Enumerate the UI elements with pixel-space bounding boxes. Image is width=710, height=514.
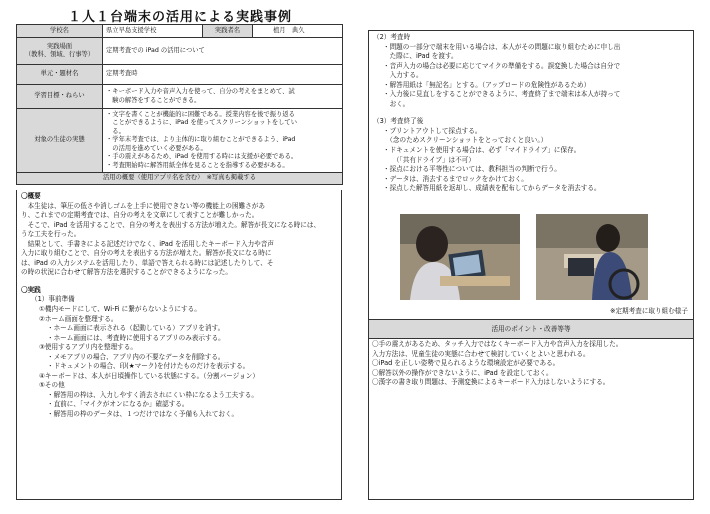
body-line: ・ホーム画面には、考査時に使用するアプリのみ表示する。 — [47, 333, 225, 342]
body-line: ・解答用紙は「無記名」とする。（アップロードの危険性があるため） — [383, 80, 591, 89]
student-line: ・文字を書くことが機能的に困難である。授業内容を後で振り返る — [106, 110, 295, 118]
body-line: ・解答用の枠のデータは、１つだけではなく予備も入れておく。 — [47, 410, 239, 419]
points-box — [368, 320, 694, 500]
body-line: た際に、iPad を渡す。 — [383, 52, 458, 61]
body-line: （1）事前準備 — [31, 295, 75, 304]
points-header: 活用のポイント・改善等等 — [369, 320, 693, 339]
student-line: ・考査開始時に解答用紙全体を見ることを指導する必要がある。 — [106, 161, 289, 169]
photo-caption: ※定期考査に取り組む様子 — [609, 307, 688, 315]
body-line: そこで、iPad を活用することで、自分の考えを表出する方法が増えた。解答が長文になる時には、 — [21, 220, 321, 229]
page-title: １人１台端末の活用による実践事例 — [67, 10, 292, 25]
goal-line: ・キーボード入力や音声入力を使って、自分の考えをまとめて、試 — [106, 88, 295, 95]
body-line: ①機内モードにして、Wi-Fi に繋がらないようにする。 — [39, 305, 201, 314]
body-line: ・メモアプリの場合、アプリ内の不要なデータを削除する。 — [47, 352, 225, 361]
body-line: 入力に取り組むことで、自分の考えを表出する方法が増えた。解答が長文になる時に — [21, 249, 272, 258]
body-line: ・入力後に見直しをすることができるように、考査終了まで端末は本人が持って — [383, 90, 621, 99]
scene-label-sub: （教科、領域、行事等） — [24, 51, 95, 58]
student-line: る。 — [106, 127, 125, 135]
scene-label — [17, 38, 103, 65]
goal-label: 学習目標・ねらい — [17, 85, 103, 109]
body-line: （2）考査時 — [373, 33, 411, 41]
body-line: ・ドキュメントの場合、印(★マーク)を付けたものだけを表示する。 — [47, 362, 250, 371]
school-label: 学校名 — [17, 25, 103, 38]
body-line: おく。 — [383, 99, 410, 108]
student-value — [103, 109, 343, 173]
left-body-box — [16, 190, 342, 500]
student-line: ことができるように、iPad を使ってスクリーンショットをしてい — [106, 119, 298, 127]
body-line: ・プリントアウトして採点する。 — [383, 126, 482, 135]
teacher-label: 実践者名 — [203, 25, 253, 38]
left-body-text — [17, 190, 341, 422]
unit-label: 単元・題材名 — [17, 65, 103, 85]
summary-header: 活用の概要（使用アプリ名を含む） ※写真も掲載する — [17, 173, 343, 185]
goal-value — [103, 85, 343, 109]
scene-label-main: 実践場面 — [46, 42, 73, 50]
body-line: ・音声入力の場合は必要に応じてマイクの準備をする。誤変換した場合は自分で — [383, 61, 621, 70]
body-line: ・データは、消去するまでロックをかけておく。 — [383, 174, 528, 183]
body-line: ③使用するアプリ内を整理する。 — [39, 343, 137, 352]
body-line: ・ドキュメントを使用する場合は、必ず「マイドライブ」に保存。 — [383, 146, 581, 155]
photo-student-right — [536, 214, 648, 300]
body-line: り、これまでの定期考査では、自分の考えを文章にして表すことが難しかった。 — [21, 211, 259, 220]
photo-student-left-image — [400, 214, 520, 300]
body-line: ・ホーム画面に表示される（起動している）アプリを消す。 — [47, 324, 225, 333]
goal-line: 験の解答をすることができる。 — [106, 96, 201, 104]
body-line: 本生徒は、筆圧の低さや消しゴムを上手に使用できない等の機能上の困難さがあ — [21, 201, 265, 210]
body-line: ⑤その他 — [39, 381, 65, 390]
body-line: （念のためスクリーンショットをとっておくと良い。） — [383, 136, 548, 145]
points-line: 〇手の震えがあるため、タッチ入力ではなくキーボード入力や音声入力を採用した。 — [372, 340, 623, 348]
scene-value: 定期考査での iPad の活用について — [103, 38, 343, 65]
body-line: ・直前に、「マイクがオンになるか」確認する。 — [47, 400, 189, 409]
school-value: 県立早島支援学校 — [103, 25, 203, 38]
points-line: 〇漢字の書き取り問題は、予測変換によるキーボード入力はしないようにする。 — [372, 378, 610, 387]
body-line: ④キーボードは、本人が日頃操作している状態にする。（分割バージョン） — [39, 371, 259, 380]
unit-value: 定期考査時 — [103, 65, 343, 85]
student-line: ・学年末考査では、より主体的に取り組むことができるよう、iPad — [106, 136, 296, 144]
student-label: 対象の生徒の実態 — [17, 109, 103, 173]
teacher-value: 植月 典久 — [253, 25, 343, 38]
info-table — [16, 24, 343, 185]
body-line: 〇概要 — [21, 192, 41, 200]
body-line: 入力する。 — [383, 71, 423, 80]
student-line: の活用を進めていく必要がある。 — [106, 144, 207, 152]
student-line: ・手の震えがあるため、iPad を使用する時には支援が必要である。 — [106, 153, 298, 161]
body-line: の時の状況に合わせて解答方法を選択することができるようになった。 — [21, 268, 232, 277]
body-line: 結果として、手書きによる記述だけでなく、iPad を活用したキーボード入力や音声 — [21, 239, 274, 248]
body-line: ・採点した解答用紙を返却し、成績表を配布してからデータを消去する。 — [383, 184, 601, 193]
body-line: ・問題の一部分で端末を用いる場合は、本人がその問題に取り組むために申し出 — [383, 42, 621, 51]
body-line: （「共有ドライブ」は不可） — [383, 155, 475, 164]
photo-student-left — [400, 214, 520, 300]
body-line: ②ホーム画面を整理する。 — [39, 314, 118, 323]
body-line: ・解答用の枠は、入力しやすく消去されにくい枠になるよう工夫する。 — [47, 390, 258, 399]
right-top-text — [369, 31, 693, 196]
points-text — [372, 340, 622, 388]
photo-student-right-image — [536, 214, 648, 300]
body-line: （3）考査終了後 — [373, 117, 424, 126]
body-line — [21, 278, 337, 286]
body-line: うな工夫を行った。 — [21, 230, 81, 239]
body-line: は、iPad の入力システムを活用したり、単語で答えられる時には記述したりして、そ — [21, 258, 274, 267]
body-line: ・採点における平等性については、教科担当の判断で行う。 — [383, 165, 561, 174]
points-line: 〇iPad を正しい姿勢で見られるような環境設定が必要である。 — [372, 359, 560, 368]
points-line: 〇解答以外の操作ができないように、iPad を設定しておく。 — [372, 368, 553, 377]
points-line: 入力方法は、児童生徒の実態に合わせて検討していくとよいと思われる。 — [372, 349, 590, 358]
body-line: 〇実践 — [21, 285, 41, 294]
